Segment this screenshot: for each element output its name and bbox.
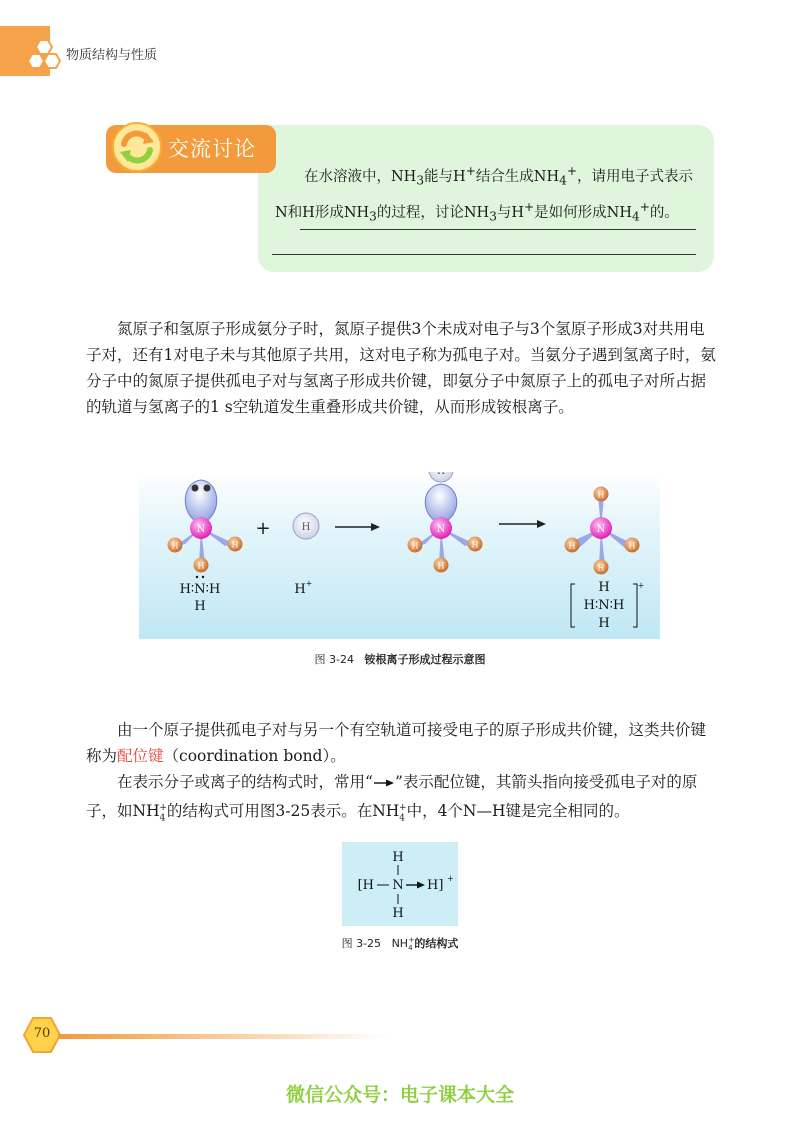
refresh-cycle-icon: [110, 120, 164, 174]
structural-formula-diagram: [342, 842, 458, 926]
svg-text:H: H: [471, 540, 479, 550]
svg-text:N: N: [392, 878, 404, 893]
svg-text:H: H: [392, 906, 404, 921]
svg-text:N: N: [196, 524, 206, 535]
ammonium-lewis-structure: [571, 580, 644, 631]
ammonia-model: [168, 480, 243, 573]
ammonium-formation-diagram: [139, 472, 660, 639]
discussion-title: 交流讨论: [168, 137, 256, 161]
svg-text:H: H: [437, 561, 445, 571]
svg-text:H: H: [194, 599, 206, 614]
footer-rule: [58, 1034, 388, 1039]
coordination-arrow-icon: [373, 778, 395, 788]
svg-text:H: H: [437, 472, 445, 477]
wechat-watermark: 微信公众号：电子课本大全: [285, 1084, 514, 1106]
figure-ammonium-structural-formula: [342, 842, 458, 926]
svg-text:N: N: [436, 524, 446, 535]
svg-text:+: +: [637, 581, 645, 590]
svg-text:N: N: [596, 524, 606, 535]
answer-line-1: [300, 229, 696, 230]
svg-text:H: H: [628, 541, 636, 551]
body-paragraph-2: 由一个原子提供孤电子对与另一个有空轨道可接受电子的原子形成共价键，这类共价键称为配位键（coordination bond）。: [86, 721, 707, 765]
figure-ammonium-formation: [139, 472, 660, 639]
figure-24-caption: 图 3-24 铵根离子形成过程示意图: [314, 653, 486, 666]
ammonium-model: [565, 487, 640, 575]
reaction-arrow-2: [499, 520, 546, 528]
svg-text:H: H: [597, 563, 605, 573]
svg-text:H: H: [598, 580, 610, 595]
answer-line-2: [272, 254, 696, 255]
svg-text:H∶N∶H: H∶N∶H: [583, 598, 625, 613]
ammonia-lewis-structure: [180, 576, 221, 614]
svg-text:H: H: [568, 541, 576, 551]
svg-text:H: H: [598, 616, 610, 631]
svg-text:H: H: [301, 522, 311, 533]
figure-25-caption: 图 3-25 $NH_4^+$的结构式: [341, 936, 459, 953]
proton-symbol: [294, 579, 312, 597]
svg-text:+: +: [447, 874, 454, 883]
svg-text:H: H: [231, 540, 239, 550]
svg-text:H: H: [197, 561, 205, 571]
section-title: 物质结构与性质: [66, 48, 158, 63]
svg-text:[H: [H: [357, 878, 374, 893]
svg-text:H: H: [294, 582, 306, 597]
svg-text:H: H: [411, 541, 419, 551]
plus-sign: +: [255, 518, 271, 539]
body-paragraph-3: 在表示分子或离子的结构式时，常用“ ”表示配位键，其箭头指向接受孤电子对的原子，如$NH_4^+$的结构式可用图3-25表示。在$NH_4^+$中，4个N—H键是完全相同的。: [86, 773, 698, 824]
svg-text:H∶N∶H: H∶N∶H: [179, 582, 221, 597]
svg-text:H]: H]: [427, 878, 444, 893]
ammonia-proton-approach-model: [408, 472, 483, 573]
svg-text:H: H: [171, 541, 179, 551]
reaction-arrow-1: [335, 523, 380, 531]
coordination-arrow-head: [417, 882, 425, 889]
body-paragraph-1: 氮原子和氢原子形成氨分子时，氮原子提供3个未成对电子与3个氢原子形成3对共用电子对，还有1对电子未与其他原子共用，这对电子称为孤电子对。当氨分子遇到氢离子时，氨分子中的氮原子提供孤电子对与氢离子形成共价键，即氨分子中氮原子上的孤电子对所占据的轨道与氢离子的1 s空轨道发生重叠形成共价键，从而形成铵根离子。: [86, 320, 716, 416]
discussion-prompt: 在水溶液中，$NH_3$能与H+结合生成$NH_4^+$，请用电子式表示 N和H形成$NH_3$的过程，讨论$NH_3$与H+是如何形成$NH_4^+$的。: [275, 164, 693, 224]
svg-text:H: H: [392, 850, 404, 865]
proton-model: [293, 513, 319, 539]
svg-text:+: +: [305, 579, 313, 588]
svg-text:H: H: [597, 490, 605, 500]
term-coordination-bond: 配位键: [117, 747, 164, 765]
hexagon-logo-icon: [26, 36, 66, 76]
page-number: 70: [33, 1026, 51, 1041]
